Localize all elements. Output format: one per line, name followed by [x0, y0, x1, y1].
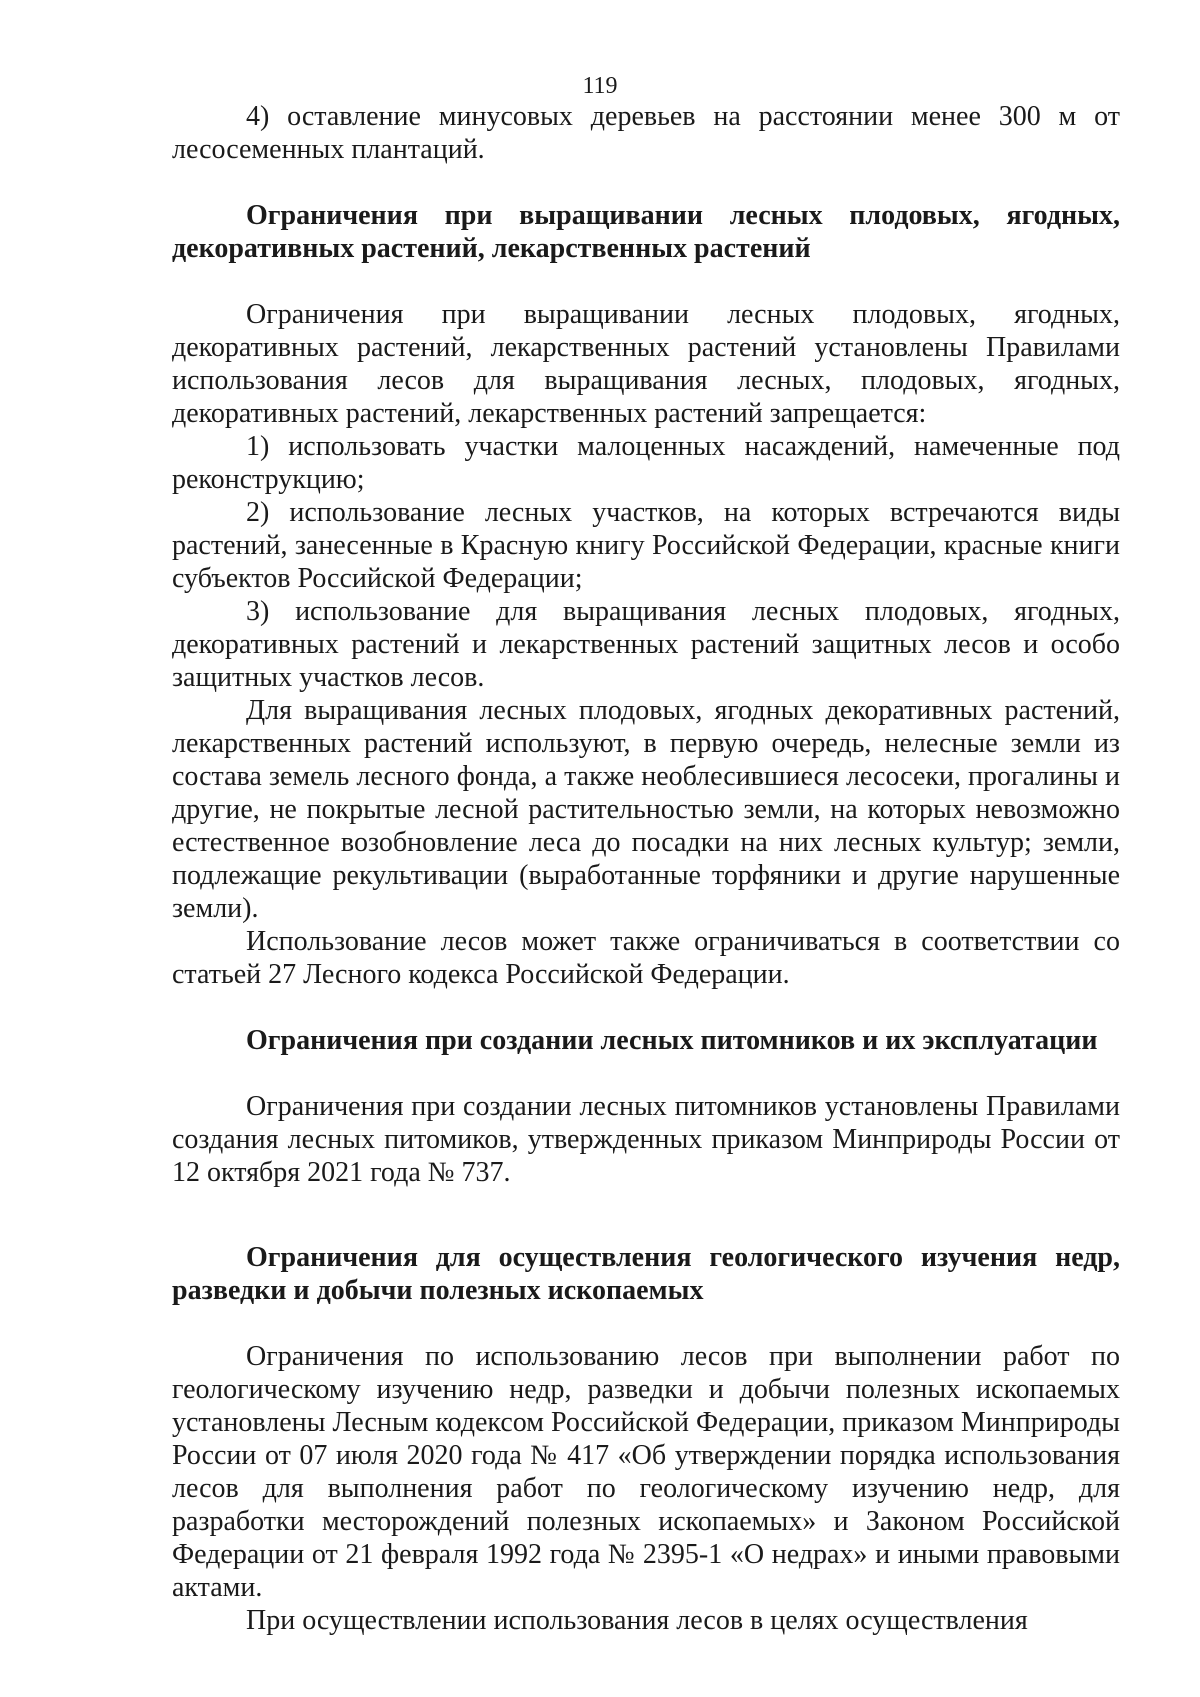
paragraph-nurseries-rules: Ограничения при создании лесных питомников установлены Правилами создания лесных питомиков, утвержденных приказом Минприроды России от 12 октября 2021 года № 737. [172, 1091, 1120, 1188]
paragraph-continued: При осуществлении использования лесов в целях осуществления [246, 1605, 1028, 1636]
paragraph-article-27: Использование лесов может также ограничиваться в соответствии со статьей 27 Лесного кодекса Российской Федерации. [172, 926, 1120, 990]
section-heading-fruit-berry-plants: Ограничения при выращивании лесных плодовых, ягодных, декоративных растений, лекарственных растений [172, 200, 1120, 264]
paragraph-geology-restrictions: Ограничения по использованию лесов при выполнении работ по геологическому изучению недр, разведки и добычи полезных ископаемых установлены Лесным кодексом Российской Федерации, приказом Минприроды России от 07 июля 2020 года № 417 «Об утверждении порядка использования лесов для выполнения работ по геологическому изучению недр, для разработки месторождений полезных ископаемых» и Законом Российской Федерации от 21 февраля 1992 года № 2395-1 «О недрах» и иными правовыми актами. [172, 1341, 1120, 1603]
list-item-2: 2) использование лесных участков, на которых встречаются виды растений, занесенные в Красную книгу Российской Федерации, красные книги субъектов Российской Федерации; [172, 497, 1120, 594]
document-body [172, 100, 1120, 1637]
section-heading-forest-nurseries: Ограничения при создании лесных питомников и их эксплуатации [246, 1025, 1098, 1056]
list-item-4: 4) оставление минусовых деревьев на расстоянии менее 300 м от лесосеменных плантаций. [172, 101, 1120, 165]
paragraph-land-use: Для выращивания лесных плодовых, ягодных декоративных растений, лекарственных растений используют, в первую очередь, нелесные земли из состава земель лесного фонда, а также необлесившиеся лесосеки, прогалины и другие, не покрытые лесной растительностью земли, на которых невозможно естественное возобновление леса до посадки на них лесных культур; земли, подлежащие рекультивации (выработанные торфяники и другие нарушенные земли). [172, 695, 1120, 924]
paragraph-restrictions-intro: Ограничения при выращивании лесных плодовых, ягодных, декоративных растений, лекарственных растений установлены Правилами использования лесов для выращивания лесных, плодовых, ягодных, декоративных растений, лекарственных растений запрещается: [172, 299, 1120, 429]
list-item-3: 3) использование для выращивания лесных плодовых, ягодных, декоративных растений и лекарственных растений защитных лесов и особо защитных участков лесов. [172, 596, 1120, 693]
page-number: 119 [582, 73, 618, 99]
list-item-1: 1) использовать участки малоценных насаждений, намеченные под реконструкцию; [172, 431, 1120, 495]
section-heading-geological-study: Ограничения для осуществления геологического изучения недр, разведки и добычи полезных ископаемых [172, 1242, 1120, 1306]
